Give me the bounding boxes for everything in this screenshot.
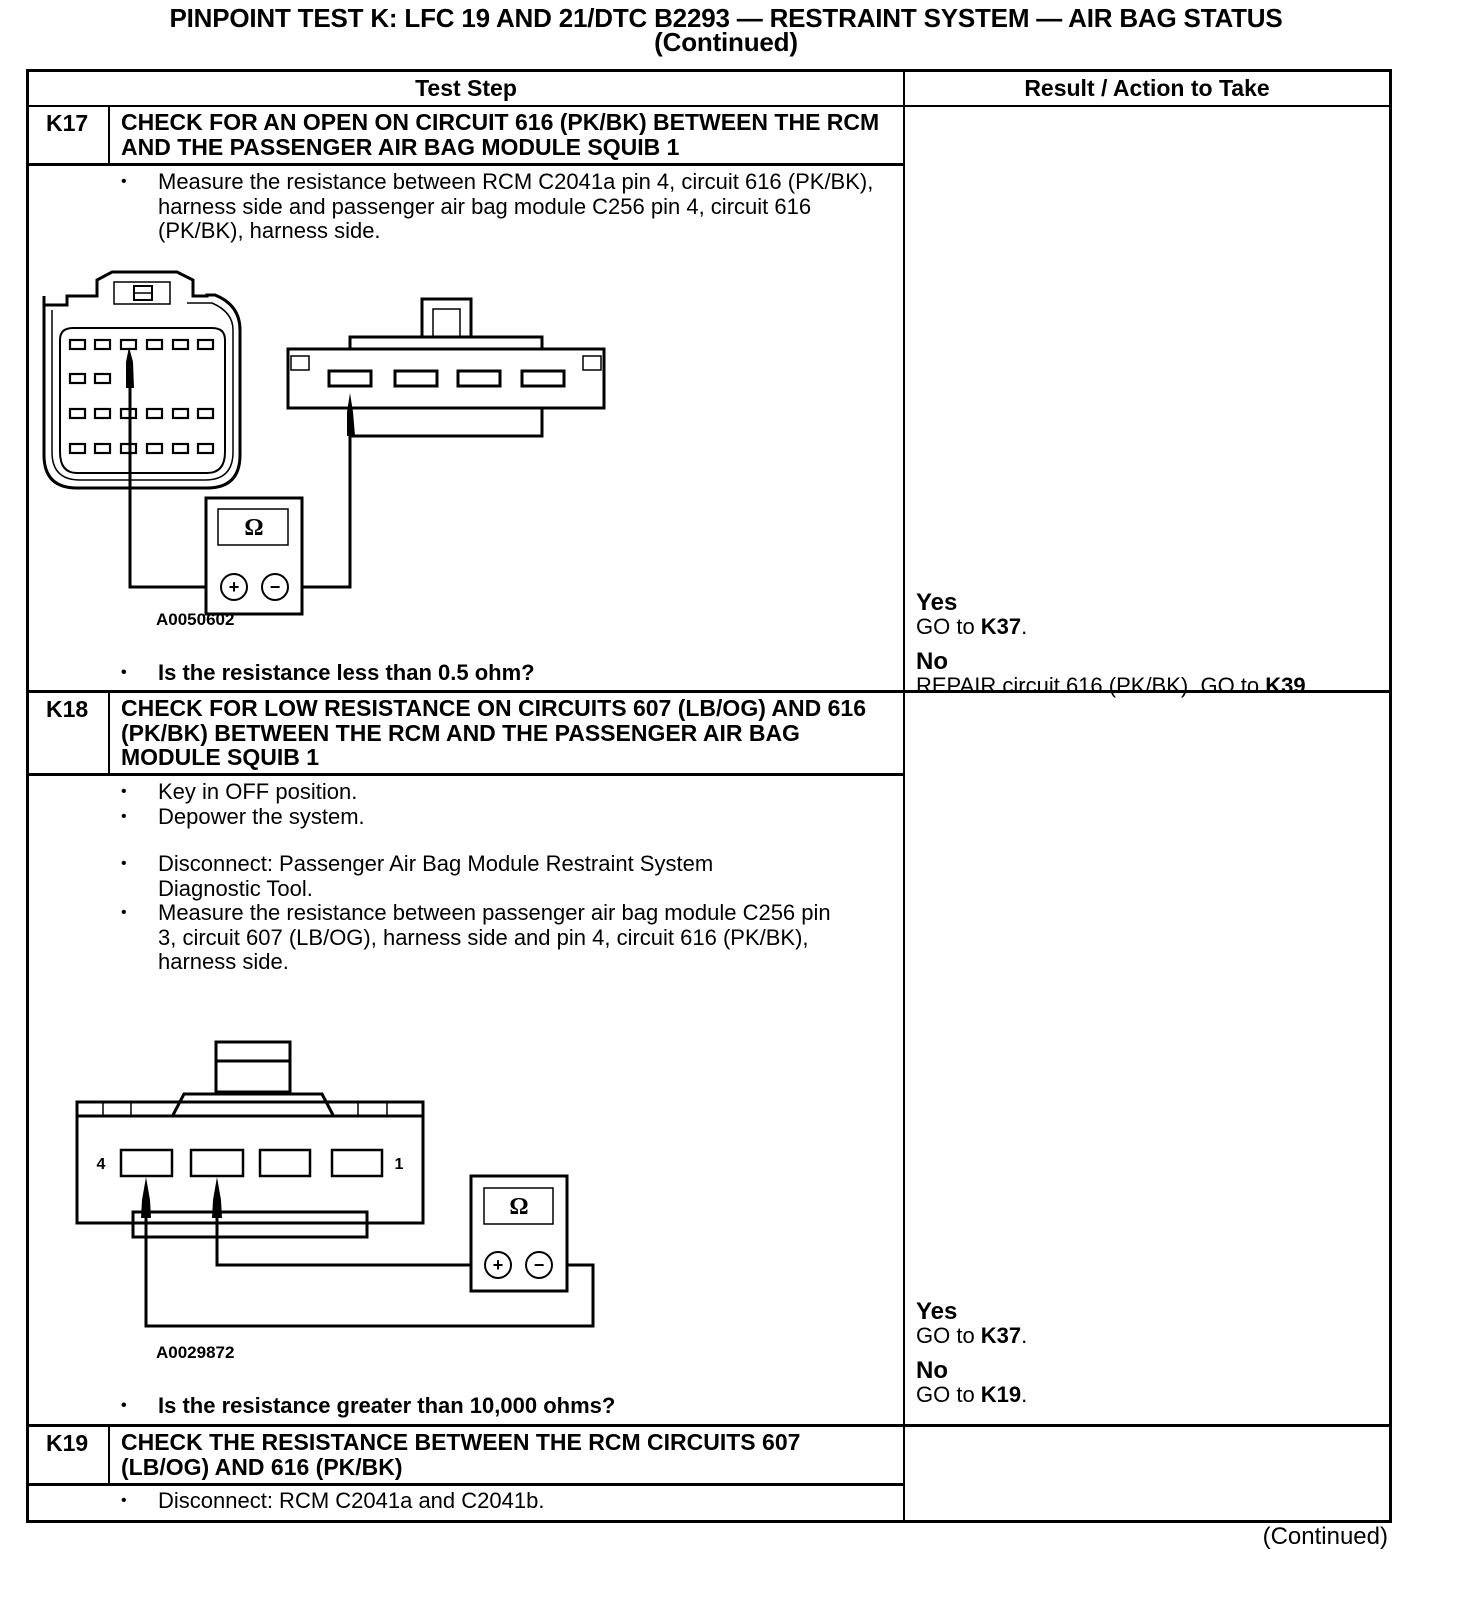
step-title: CHECK FOR LOW RESISTANCE ON CIRCUITS 607 (LB/OG) AND 616 (PK/BK) BETWEEN THE RCM AND THE PASSENGER AIR BAG MODULE SQUIB 1 <box>121 695 867 770</box>
figure-id: A0029872 <box>156 1343 235 1362</box>
column-header-result: Result / Action to Take <box>1024 75 1270 101</box>
ohm-symbol: Ω <box>509 1194 529 1220</box>
step-body <box>29 166 903 690</box>
step-cell <box>29 693 905 1424</box>
instruction-bullet: • Disconnect: RCM C2041a and C2041b. <box>121 1489 881 1514</box>
continued-footer: (Continued) <box>1262 1523 1388 1550</box>
step-header <box>29 1427 903 1486</box>
step-header <box>29 693 903 776</box>
result-yes-label: Yes <box>916 1298 958 1325</box>
result-actions <box>916 1300 1027 1407</box>
step-title: CHECK FOR AN OPEN ON CIRCUIT 616 (PK/BK) BETWEEN THE RCM AND THE PASSENGER AIR BAG MODULE SQUIB 1 <box>121 109 880 160</box>
rcm-connector-diagram <box>14 166 634 636</box>
step-id: K18 <box>29 693 110 773</box>
step-cell <box>29 1427 905 1520</box>
instruction-bullet: • Depower the system. <box>121 805 881 830</box>
pinpoint-test-table <box>26 69 1392 1523</box>
step-id: K19 <box>29 1427 110 1483</box>
passenger-connector-diagram <box>14 776 634 1376</box>
table-header-row <box>29 72 1389 107</box>
result-cell <box>905 1427 1389 1520</box>
goto-link-k19[interactable]: K19 <box>980 1382 1022 1407</box>
result-yes-action: GO to K37. <box>916 1323 1028 1348</box>
goto-link-k37[interactable]: K37 <box>980 1323 1022 1348</box>
goto-link-k37[interactable]: K37 <box>980 614 1022 639</box>
plus-terminal: + <box>492 1255 504 1275</box>
column-header-test-step: Test Step <box>29 72 905 105</box>
instruction-bullet: • Measure the resistance between passenger air bag module C256 pin 3, circuit 607 (LB/OG), harness side and pin 4, circuit 616 (PK/BK), harness side. <box>121 901 841 975</box>
minus-terminal: − <box>533 1255 545 1275</box>
step-body <box>29 1486 903 1517</box>
table-row-k18 <box>29 693 1389 1427</box>
result-no-action: GO to K19. <box>916 1382 1028 1407</box>
question-bullet: • Is the resistance less than 0.5 ohm? <box>121 661 881 686</box>
step-header <box>29 107 903 166</box>
pin-label-1: 1 <box>394 1156 404 1173</box>
step-id: K17 <box>29 107 110 163</box>
ohm-symbol: Ω <box>244 515 264 541</box>
result-no-label: No <box>916 648 948 675</box>
page-title <box>0 3 1452 57</box>
question-bullet: • Is the resistance greater than 10,000 ohms? <box>121 1394 881 1419</box>
result-cell <box>905 107 1389 698</box>
title-continued: (Continued) <box>654 27 798 57</box>
step-body <box>29 776 903 1424</box>
instruction-bullet: • Key in OFF position. <box>121 780 881 805</box>
step-title: CHECK THE RESISTANCE BETWEEN THE RCM CIRCUITS 607 (LB/OG) AND 616 (PK/BK) <box>121 1429 801 1480</box>
result-actions <box>916 591 1312 698</box>
goto-link-k39[interactable]: K39 <box>1265 673 1306 698</box>
result-no-action: REPAIR circuit 616 (PK/BK). GO to K39. <box>916 673 1312 698</box>
title-line: PINPOINT TEST K: LFC 19 AND 21/DTC B2293 — RESTRAINT SYSTEM — AIR BAG STATUS <box>169 3 1283 33</box>
pin-label-4: 4 <box>96 1156 106 1173</box>
step-cell <box>29 107 905 690</box>
instruction-bullet: • Measure the resistance between RCM C2041a pin 4, circuit 616 (PK/BK), harness side and passenger air bag module C256 pin 4, circuit 616 (PK/BK), harness side. <box>121 170 881 244</box>
figure-id: A0050602 <box>156 610 235 629</box>
plus-terminal: + <box>228 577 240 597</box>
result-no-label: No <box>916 1357 948 1384</box>
minus-terminal: − <box>269 577 281 597</box>
result-yes-action: GO to K37. <box>916 614 1028 639</box>
table-row-k19 <box>29 1427 1389 1520</box>
result-yes-label: Yes <box>916 589 958 616</box>
table-row-k17 <box>29 107 1389 698</box>
result-cell <box>905 693 1389 1424</box>
instruction-bullet: • Disconnect: Passenger Air Bag Module Restraint System Diagnostic Tool. <box>121 852 811 901</box>
